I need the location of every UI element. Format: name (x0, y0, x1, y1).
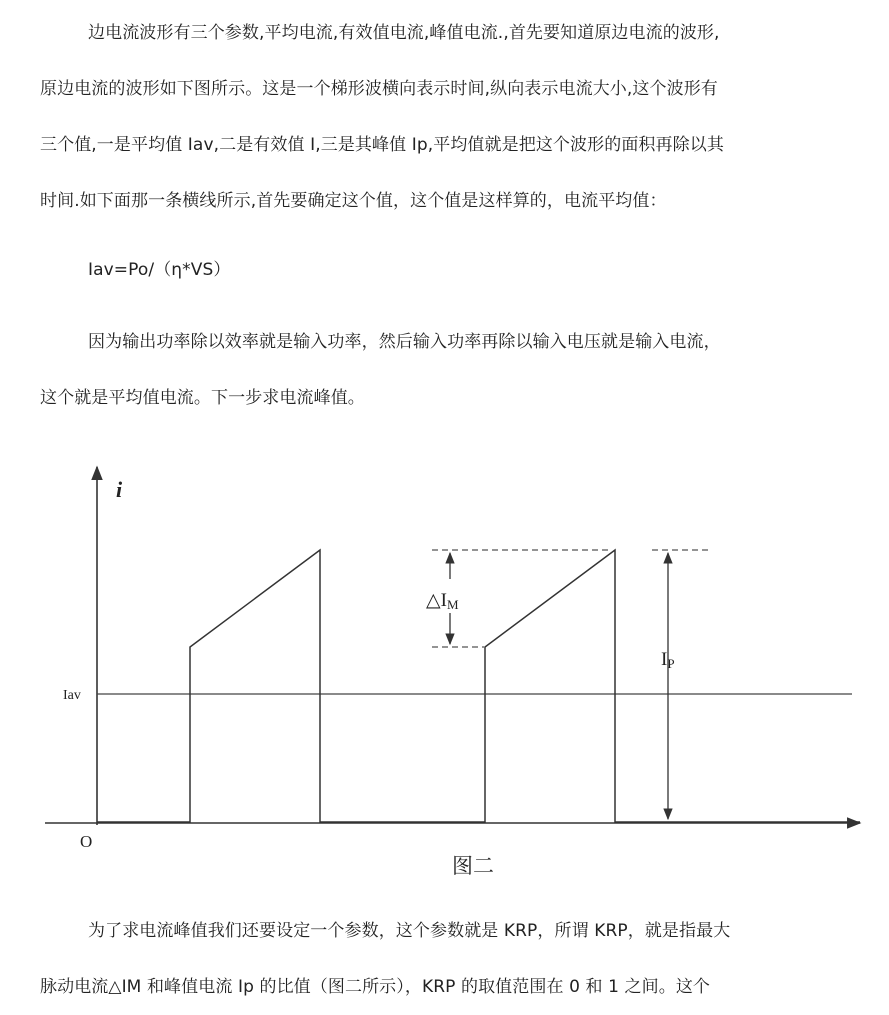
text-line: 时间.如下面那一条横线所示,首先要确定这个值，这个值是这样算的，电流平均值： (40, 191, 667, 211)
text-line: 边电流波形有三个参数,平均电流,有效值电流,峰值电流.,首先要知道原边电流的波形, (88, 23, 720, 43)
text-line: 原边电流的波形如下图所示。这是一个梯形波横向表示时间,纵向表示电流大小,这个波形有 (40, 79, 718, 99)
text-line: 因为输出功率除以效率就是输入功率，然后输入功率再除以输入电压就是输入电流， (88, 332, 721, 352)
formula-average-current (0, 242, 889, 298)
trapezoid-waveform (97, 550, 860, 822)
paragraph-waveform-intro (0, 5, 889, 229)
text-line: 三个值,一是平均值 Iav,二是有效值 I,三是其峰值 Ip,平均值就是把这个波形的面积再除以其 (40, 135, 724, 155)
figure-caption: 图二 (452, 854, 494, 878)
text-line: 脉动电流△IM 和峰值电流 Ip 的比值（图二所示），KRP 的取值范围在 0 和 1 之间。这个 (40, 977, 711, 997)
y-axis-label: i (116, 477, 123, 502)
origin-label: O (80, 832, 93, 851)
ip-label: IP (661, 649, 675, 671)
text-line: 为了求电流峰值我们还要设定一个参数，这个参数就是 KRP，所谓 KRP，就是指最大 (88, 921, 731, 941)
iav-label: Iav (63, 688, 81, 703)
formula-text: Iav=Po/（η*VS） (88, 260, 231, 280)
text-line: 这个就是平均值电流。下一步求电流峰值。 (40, 388, 365, 408)
waveform-figure (0, 455, 889, 895)
paragraph-input-current (0, 314, 889, 426)
paragraph-krp (0, 903, 889, 1015)
delta-im-label: △IM (426, 590, 459, 612)
